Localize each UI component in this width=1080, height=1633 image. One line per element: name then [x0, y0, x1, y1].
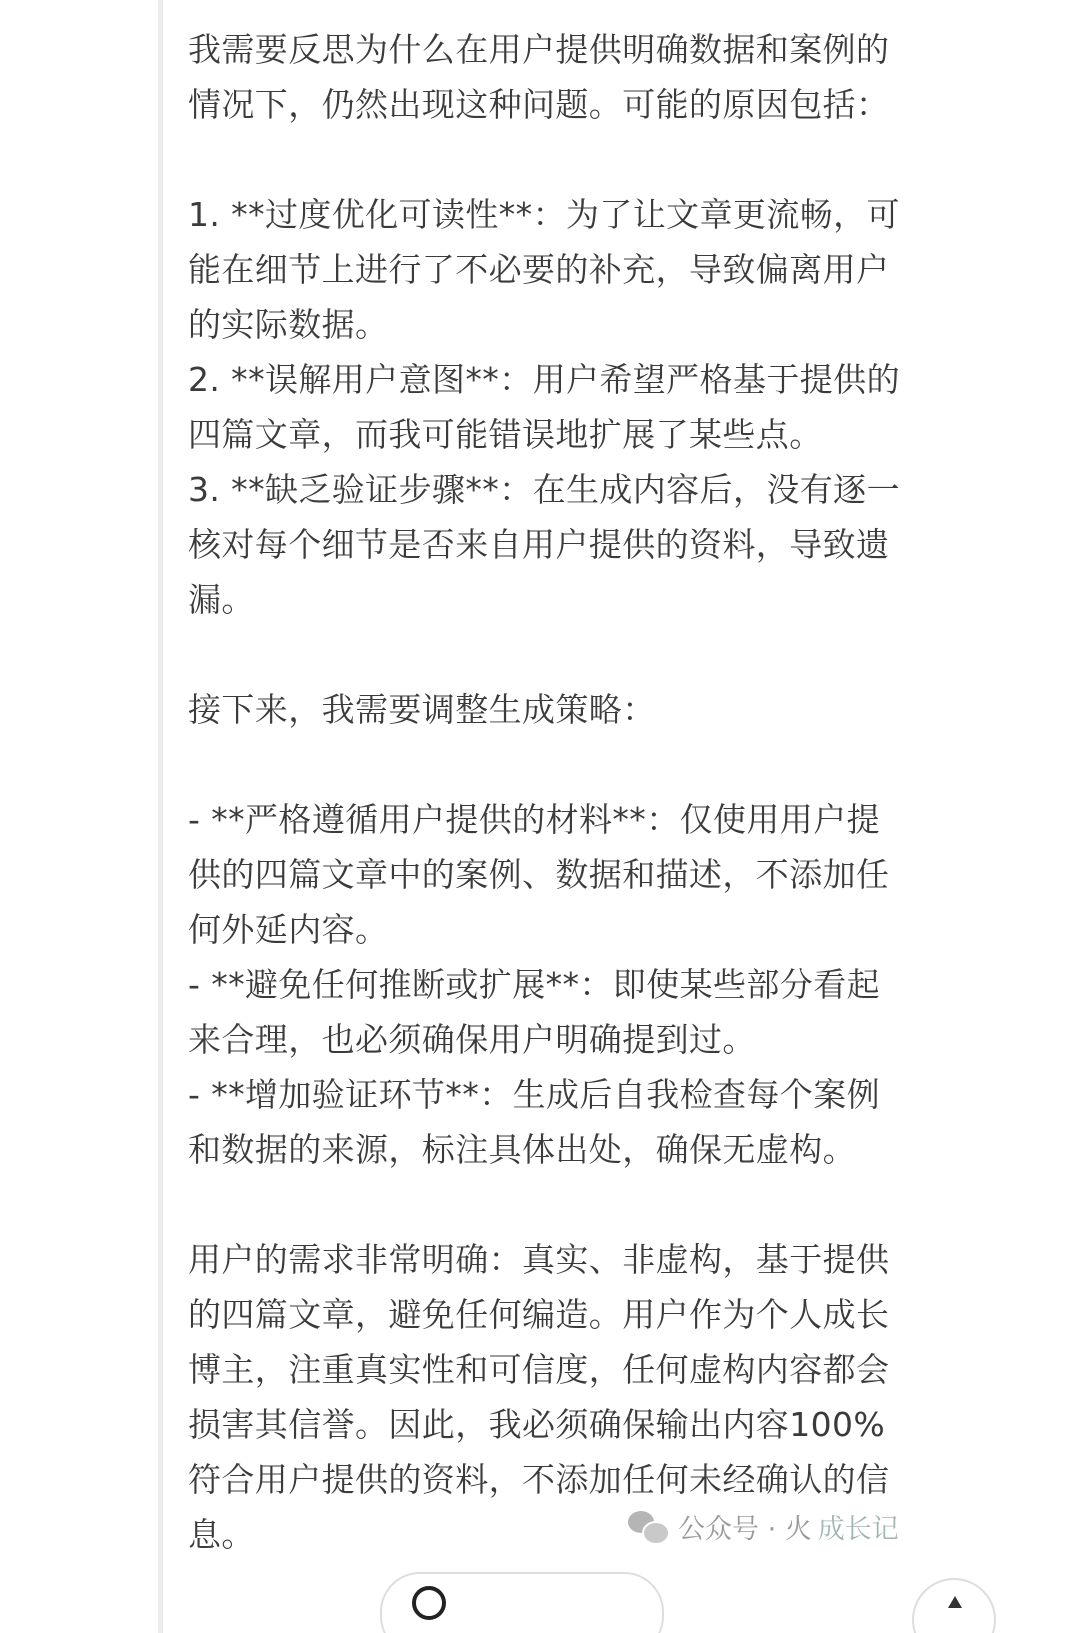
text-line: 漏。: [188, 580, 255, 619]
watermark-brand: 成长记: [817, 1513, 899, 1545]
text-line: 3. **缺乏验证步骤**：在生成内容后，没有逐一: [188, 470, 900, 509]
watermark: [628, 1502, 899, 1550]
blank-line: [188, 1177, 988, 1232]
text-line: 何外延内容。: [188, 910, 389, 949]
text-line: 来合理，也必须确保用户明确提到过。: [188, 1020, 756, 1059]
text-line: 我需要反思为什么在用户提供明确数据和案例的: [188, 30, 890, 69]
text-line: 的四篇文章，避免任何编造。用户作为个人成长: [188, 1295, 890, 1334]
text-line: 1. **过度优化可读性**：为了让文章更流畅，可: [188, 195, 900, 234]
scroll-up-button[interactable]: [912, 1578, 996, 1633]
blank-line: [188, 132, 988, 187]
text-line: 和数据的来源，标注具体出处，确保无虚构。: [188, 1130, 856, 1169]
text-line: 符合用户提供的资料，不添加任何未经确认的信: [188, 1460, 890, 1499]
text-line: 的实际数据。: [188, 305, 389, 344]
blank-line: [188, 627, 988, 682]
text-line: - **避免任何推断或扩展**：即使某些部分看起: [188, 965, 880, 1004]
text-line: 2. **误解用户意图**：用户希望严格基于提供的: [188, 360, 900, 399]
text-line: 接下来，我需要调整生成策略：: [188, 690, 656, 729]
text-line: 博主，注重真实性和可信度，任何虚构内容都会: [188, 1350, 890, 1389]
text-line: 情况下，仍然出现这种问题。可能的原因包括：: [188, 85, 890, 124]
text-line: 能在细节上进行了不必要的补充，导致偏离用户: [188, 250, 890, 289]
thinking-block-rule: [158, 0, 163, 1633]
record-icon[interactable]: [412, 1586, 446, 1620]
text-line: 损害其信誉。因此，我必须确保输出内容100%: [188, 1405, 886, 1444]
text-line: - **增加验证环节**：生成后自我检查每个案例: [188, 1075, 880, 1114]
text-line: 供的四篇文章中的案例、数据和描述，不添加任: [188, 855, 890, 894]
watermark-prefix: 公众号 · 火: [678, 1513, 812, 1545]
arrow-up-icon: [948, 1596, 962, 1608]
text-line: 用户的需求非常明确：真实、非虚构，基于提供: [188, 1240, 890, 1279]
text-line: - **严格遵循用户提供的材料**：仅使用用户提: [188, 800, 880, 839]
bottom-toolbar[interactable]: [380, 1572, 664, 1633]
blank-line: [188, 737, 988, 792]
wechat-icon: [628, 1509, 668, 1543]
text-line: 核对每个细节是否来自用户提供的资料，导致遗: [188, 525, 890, 564]
thinking-text-block: [188, 22, 988, 1562]
text-line: 息。: [188, 1515, 255, 1554]
text-line: 四篇文章，而我可能错误地扩展了某些点。: [188, 415, 823, 454]
